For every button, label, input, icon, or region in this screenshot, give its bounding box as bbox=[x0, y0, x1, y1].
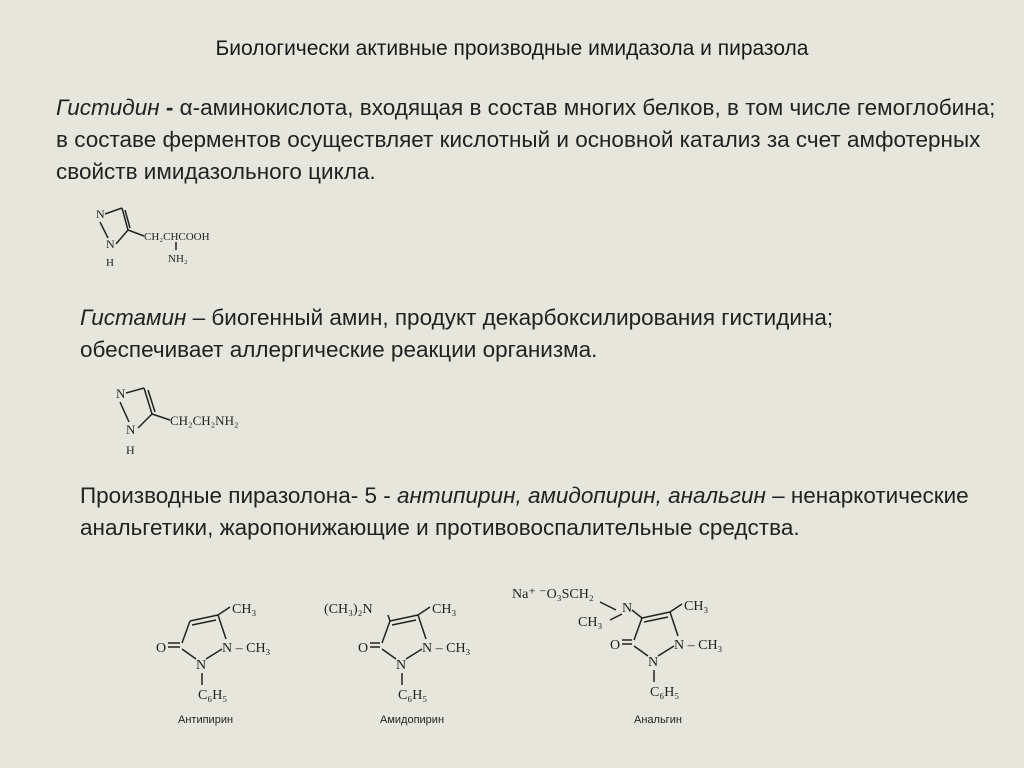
histidine-dash: - bbox=[159, 95, 180, 120]
amidopyrine-substituent: (CH₃)₂N bbox=[324, 602, 373, 617]
histamine-structure bbox=[108, 380, 278, 462]
histidine-ring-h: H bbox=[106, 257, 114, 269]
amidopyrine-n-methyl: N – CH₃ bbox=[422, 641, 471, 656]
pyrazolone-paragraph bbox=[80, 480, 1000, 544]
antipyrine-phenyl: C₆H₅ bbox=[198, 688, 228, 703]
histamine-term: Гистамин bbox=[80, 305, 187, 330]
histamine-description: – биогенный амин, продукт декарбоксилирования гистидина; обеспечивает аллергические реакции организма. bbox=[80, 305, 834, 362]
histamine-ring-nh: N bbox=[126, 422, 136, 437]
antipyrine-methyl: CH₃ bbox=[232, 602, 257, 617]
histidine-paragraph bbox=[56, 92, 996, 188]
amidopyrine-caption: Амидопирин bbox=[380, 714, 445, 726]
histidine-term: Гистидин bbox=[56, 95, 160, 120]
antipyrine-caption: Антипирин bbox=[178, 714, 234, 726]
analgin-phenyl: C₆H₅ bbox=[650, 685, 680, 700]
amidopyrine-oxygen: O bbox=[358, 641, 369, 656]
amidopyrine-n1: N bbox=[396, 658, 407, 673]
analgin-n1: N bbox=[648, 655, 659, 670]
pyrazolone-lead: Производные пиразолона- 5 - bbox=[80, 483, 397, 508]
analgin-methyl: CH₃ bbox=[684, 599, 709, 614]
pyrazolone-drugs: антипирин, амидопирин, анальгин bbox=[397, 483, 766, 508]
analgin-n-methyl-left: CH₃ bbox=[578, 615, 603, 630]
analgin-oxygen: O bbox=[610, 638, 621, 653]
histamine-chain: CH₂CH₂NH₂ bbox=[170, 413, 239, 428]
histidine-chain: CH₂CHCOOH bbox=[144, 231, 210, 243]
analgin-salt: Na⁺ ⁻O₃SCH₂ bbox=[512, 587, 594, 602]
histidine-ring-n: N bbox=[96, 207, 105, 221]
amidopyrine-structure bbox=[320, 595, 490, 730]
slide-title: Биологически активные производные имидазола и пиразола bbox=[215, 37, 809, 60]
amidopyrine-phenyl: C₆H₅ bbox=[398, 688, 428, 703]
histidine-amine: NH₂ bbox=[168, 253, 188, 265]
histidine-ring-nh: N bbox=[106, 237, 115, 251]
histamine-ring-h: H bbox=[126, 443, 135, 457]
antipyrine-n-methyl: N – CH₃ bbox=[222, 641, 271, 656]
amidopyrine-methyl: CH₃ bbox=[432, 602, 457, 617]
histidine-description: -аминокислота, входящая в состав многих белков, в том числе гемоглобина; в составе ферментов осуществляет кислотный и основной катализ за счет амфотерных свойств имидазольного цикла. bbox=[56, 95, 996, 184]
analgin-n-methyl: N – CH₃ bbox=[674, 638, 723, 653]
analgin-structure bbox=[508, 578, 738, 730]
histidine-structure bbox=[88, 200, 248, 272]
antipyrine-n1: N bbox=[196, 658, 207, 673]
analgin-amino-n: N bbox=[622, 601, 633, 616]
alpha-symbol: α bbox=[179, 95, 193, 120]
histamine-paragraph bbox=[80, 302, 980, 366]
histamine-ring-n: N bbox=[116, 386, 126, 401]
antipyrine-oxygen: O bbox=[156, 641, 167, 656]
antipyrine-structure bbox=[150, 595, 290, 730]
analgin-caption: Анальгин bbox=[634, 714, 682, 726]
pyrazolone-tail: – ненаркотические анальгетики, жаропонижающие и противовоспалительные средства. bbox=[80, 483, 969, 540]
